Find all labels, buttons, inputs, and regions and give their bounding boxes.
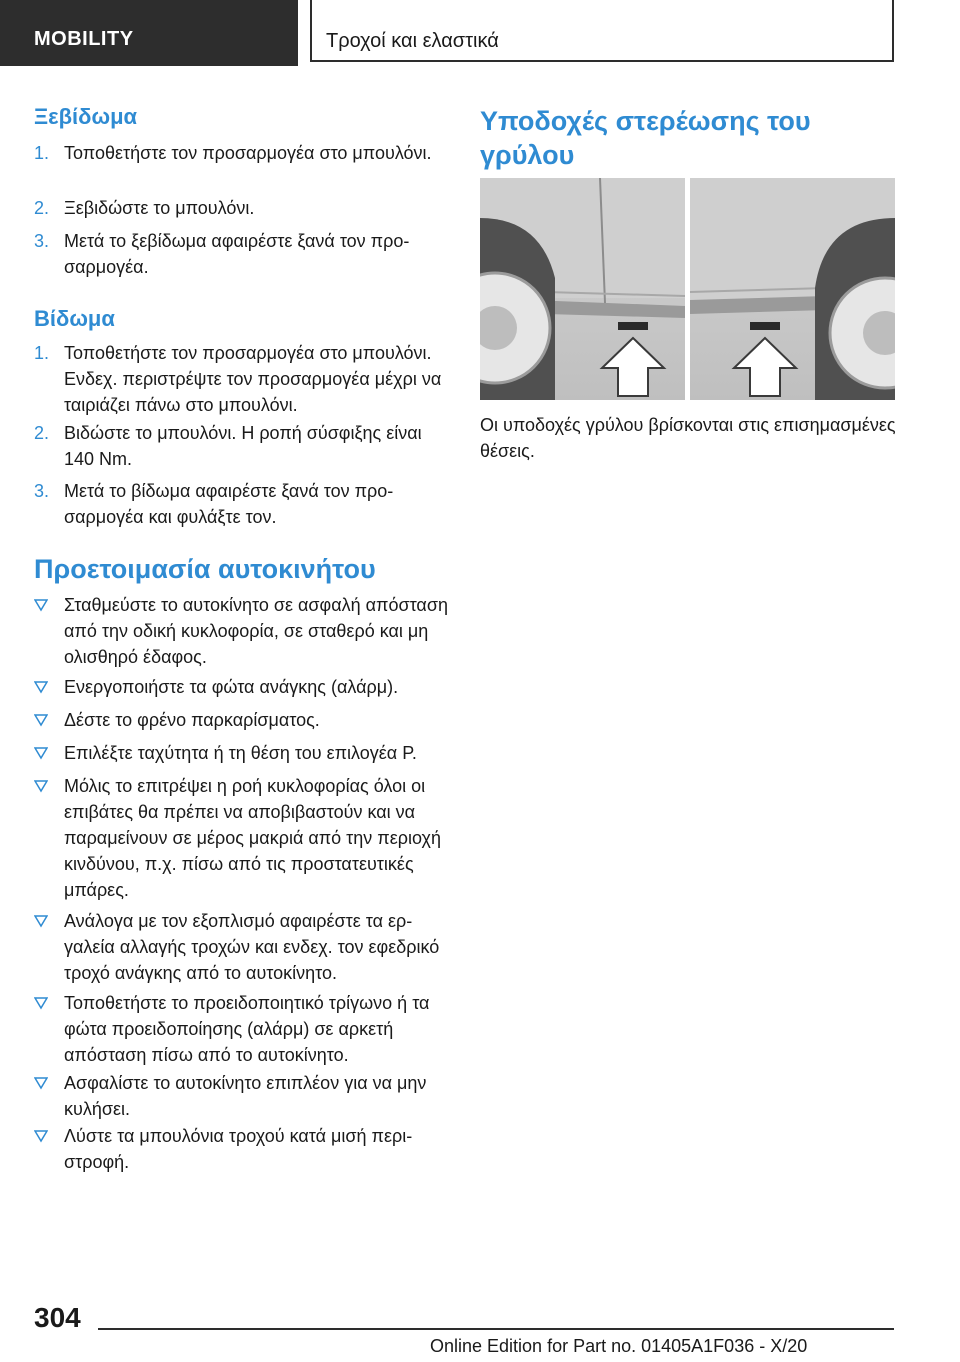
step-number: 2. <box>34 423 50 443</box>
prep-item-text: Λύστε τα μπουλόνια τροχού κατά μισή περιστροφή. <box>64 1126 413 1172</box>
prep-item <box>34 990 454 1068</box>
screw-step-1 <box>34 340 454 418</box>
screw-step-3 <box>34 478 454 530</box>
prep-item-text: Μόλις το επιτρέψει η ροή κυκλοφορίας όλοι οι επιβάτες θα πρέπει να αποβιβαστούν και να παραμείνουν σε μέρος μακριά από την περιοχή κινδύνου, π.χ. πίσω από τις προστατευτικές μπάρες. <box>64 776 441 900</box>
jack-points-svg <box>480 178 895 400</box>
prep-item-text: Ανάλογα με τον εξοπλισμό αφαιρέστε τα εργαλεία αλλαγής τροχών και ενδεχ. τον εφεδρικό τροχό ανάγκης από το αυτοκίνητο. <box>64 911 440 983</box>
step-text: Μετά το ξεβίδωμα αφαιρέστε ξανά τον προσαρμογέα. <box>64 231 410 277</box>
triangle-bullet-icon <box>34 779 48 793</box>
jack-points-illustration <box>480 178 895 400</box>
prep-item <box>34 674 454 700</box>
unscrew-heading: Ξεβίδωμα <box>34 104 138 129</box>
prep-item <box>34 1123 454 1175</box>
page-number: 304 <box>34 1302 81 1333</box>
prep-item-text: Ενεργοποιήστε τα φώτα ανάγκης (αλάρμ). <box>64 677 399 697</box>
prep-item <box>34 707 454 733</box>
prep-item-text: Επιλέξτε ταχύτητα ή τη θέση του επιλογέα P. <box>64 743 417 763</box>
triangle-bullet-icon <box>34 914 48 928</box>
step-text: Βιδώστε το μπουλόνι. Η ροπή σύσφιξης είναι 140 Nm. <box>64 423 422 469</box>
prep-item-text: Τοποθετήστε το προειδοποιητικό τρίγωνο ή τα φώτα προειδοποίησης (αλάρμ) σε αρκετή απόσταση πίσω από το αυτοκίνητο. <box>64 993 430 1065</box>
triangle-bullet-icon <box>34 746 48 760</box>
jack-caption: Οι υποδοχές γρύλου βρίσκονται στις επισημασμένες θέσεις. <box>480 415 896 461</box>
prep-item <box>34 1070 454 1122</box>
unscrew-step-1 <box>34 140 454 166</box>
step-text: Τοποθετήστε τον προσαρμογέα στο μπουλόνι. Ενδεχ. περιστρέψτε τον προσαρμογέα μέχρι να ταιριάζει πάνω στο μπουλόνι. <box>64 343 442 415</box>
screw-heading: Βίδωμα <box>34 306 115 331</box>
triangle-bullet-icon <box>34 680 48 694</box>
triangle-bullet-icon <box>34 598 48 612</box>
step-number: 3. <box>34 231 50 251</box>
prep-item <box>34 908 454 986</box>
triangle-bullet-icon <box>34 996 48 1010</box>
prep-item-text: Ασφαλίστε το αυτοκίνητο επιπλέον για να μην κυλήσει. <box>64 1073 427 1119</box>
screw-step-2 <box>34 420 454 472</box>
prep-heading: Προετοιμασία αυτοκινήτου <box>34 554 376 584</box>
jack-heading: Υποδοχές στερέωσης του γρύλου <box>480 106 811 170</box>
step-text: Τοποθετήστε τον προσαρμογέα στο μπουλόνι. <box>64 143 432 163</box>
step-number: 1. <box>34 343 50 363</box>
prep-item <box>34 773 454 903</box>
header-section-label: MOBILITY <box>34 28 134 50</box>
prep-item-text: Δέστε το φρένο παρκαρίσματος. <box>64 710 320 730</box>
prep-item-text: Σταθμεύστε το αυτοκίνητο σε ασφαλή απόσταση από την οδική κυκλοφορία, σε σταθερό και μη ολισθηρό έδαφος. <box>64 595 448 667</box>
step-text: Μετά το βίδωμα αφαιρέστε ξανά τον προσαρμογέα και φυλάξτε τον. <box>64 481 394 527</box>
header-chapter-box <box>310 0 894 62</box>
triangle-bullet-icon <box>34 1129 48 1143</box>
prep-item <box>34 592 454 670</box>
step-number: 3. <box>34 481 50 501</box>
footer-rule <box>98 1328 894 1330</box>
unscrew-step-3 <box>34 228 454 280</box>
header-section-tab <box>0 0 298 66</box>
triangle-bullet-icon <box>34 1076 48 1090</box>
unscrew-step-2 <box>34 195 454 221</box>
prep-item <box>34 740 454 766</box>
header-chapter-title: Τροχοί και ελαστικά <box>326 30 499 52</box>
step-number: 1. <box>34 143 50 163</box>
footer-edition: Online Edition for Part no. 01405A1F036 - X/20 <box>430 1336 808 1356</box>
triangle-bullet-icon <box>34 713 48 727</box>
step-text: Ξεβιδώστε το μπουλόνι. <box>64 198 255 218</box>
step-number: 2. <box>34 198 50 218</box>
